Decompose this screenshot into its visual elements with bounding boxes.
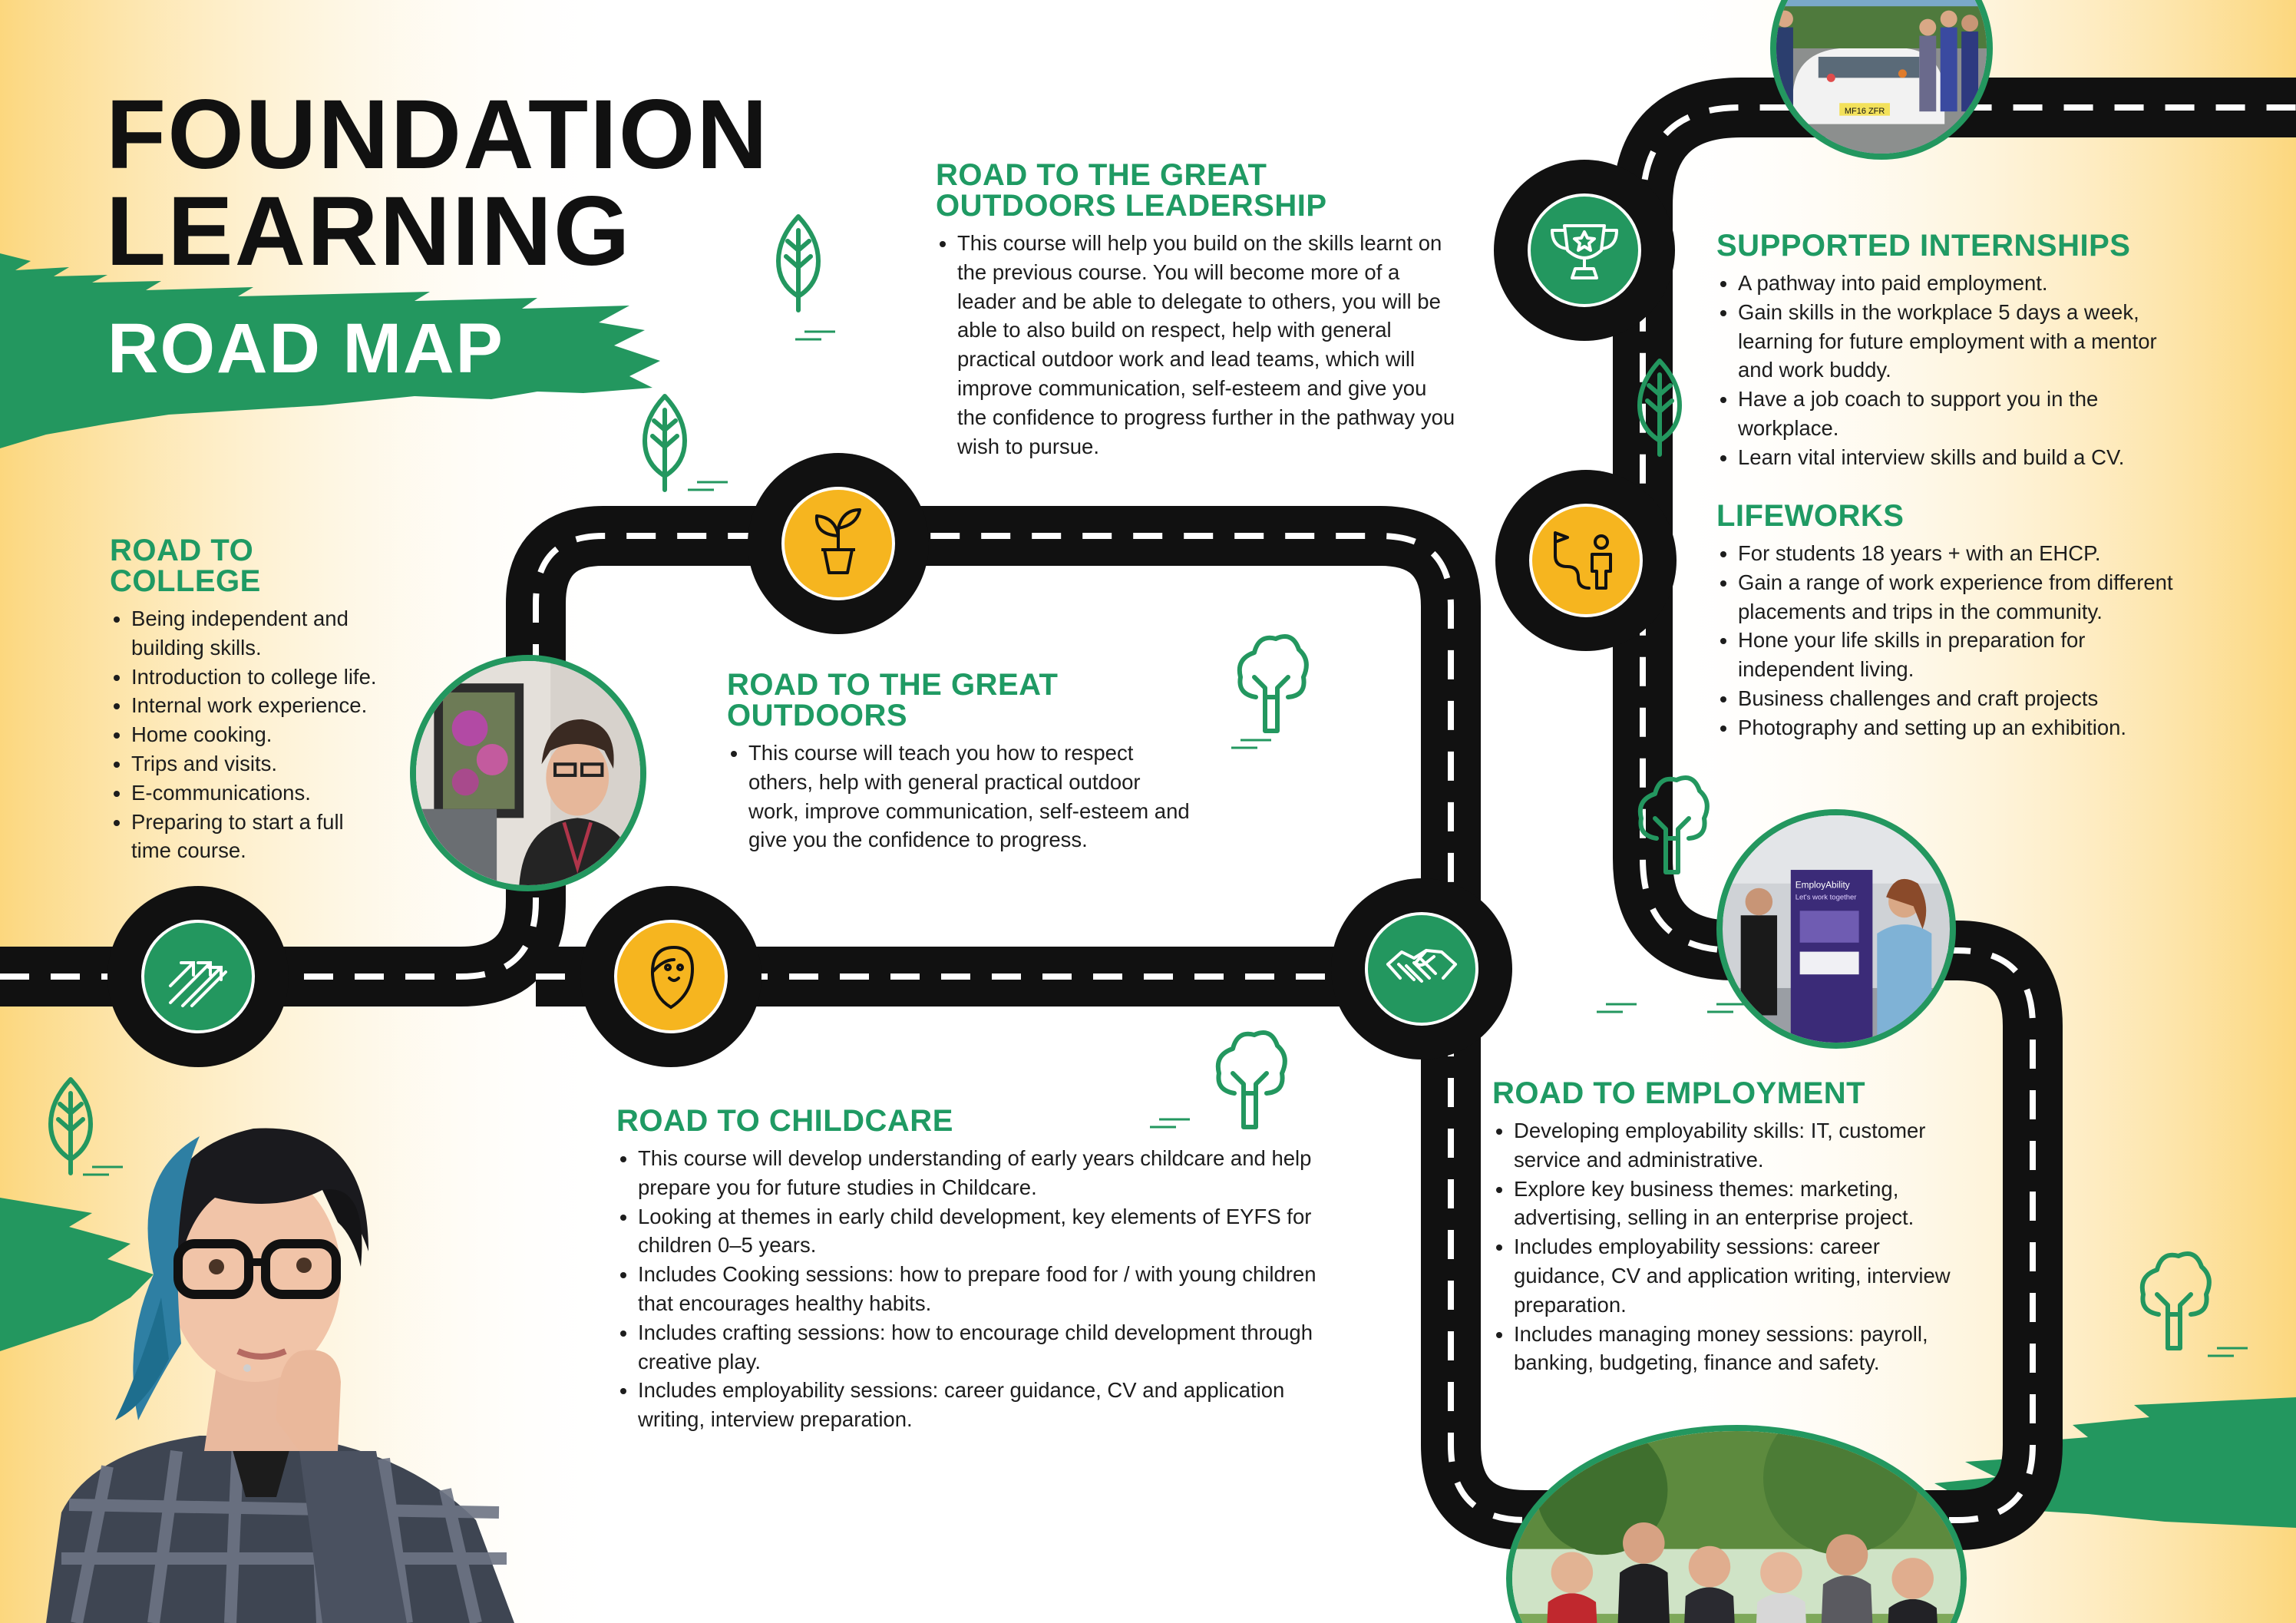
section-outdoors-list <box>727 739 1195 854</box>
tree-icon <box>1640 361 1680 455</box>
list-item: • This course will help you build on the skills learnt on the previous course. You will become more of a leader and be able to delegate to others, you will be able to also build on respect, help with general practical outdoor work and lead teams, which will improve communication, self-esteem and give you the confidence to progress further in the pathway you wish to pursue. <box>957 229 1458 461</box>
list-item: • Gain a range of work experience from different placements and trips in the community. <box>1738 568 2177 626</box>
list-item: • Explore key business themes: marketing, advertising, selling in an enterprise project. <box>1514 1175 1961 1233</box>
list-item: • Internal work experience. <box>131 691 386 720</box>
section-employment <box>1492 1078 1961 1377</box>
list-item: • This course will teach you how to respect others, help with general practical outdoor work, improve communication, self-esteem and give you the confidence to progress. <box>748 739 1195 854</box>
list-item: • Looking at themes in early child development, key elements of EYFS for children 0–5 years. <box>638 1202 1330 1261</box>
section-outdoors-title <box>727 669 1195 731</box>
section-outdoors-title-line2: OUTDOORS <box>727 699 908 732</box>
list-item: • Trips and visits. <box>131 749 386 778</box>
list-item: • For students 18 years + with an EHCP. <box>1738 539 2177 568</box>
dash-mark <box>795 332 835 339</box>
banner-title: EmployAbility <box>1795 879 1850 891</box>
page-title-line2: LEARNING <box>106 177 632 286</box>
section-childcare-title: ROAD TO CHILDCARE <box>616 1104 953 1138</box>
page-title-line1: FOUNDATION <box>106 80 769 190</box>
section-outdoors-leadership-title-line2: OUTDOORS LEADERSHIP <box>936 189 1327 223</box>
section-outdoors-leadership-title <box>936 160 1458 221</box>
list-item: • Developing employability skills: IT, customer service and administrative. <box>1514 1116 1961 1175</box>
section-college <box>110 535 386 865</box>
list-item: • Learn vital interview skills and build a CV. <box>1738 443 2177 472</box>
section-childcare <box>616 1106 1330 1434</box>
list-item: • Have a job coach to support you in the workplace. <box>1738 385 2177 443</box>
list-item: • Includes employability sessions: career guidance, CV and application writing, interview preparation. <box>1514 1232 1961 1319</box>
list-item: • This course will develop understanding of early years childcare and help prepare you for future studies in Childcare. <box>638 1144 1330 1202</box>
list-item: • Hone your life skills in preparation for independent living. <box>1738 626 2177 684</box>
list-item: • A pathway into paid employment. <box>1738 269 2177 298</box>
section-outdoors-title-line1: ROAD TO THE GREAT <box>727 668 1059 702</box>
section-lifeworks-list <box>1716 539 2177 742</box>
section-outdoors-leadership-list <box>936 229 1458 461</box>
section-lifeworks-title: LIFEWORKS <box>1716 499 1905 533</box>
photo-employment-banner <box>1716 809 1956 1049</box>
section-outdoors <box>727 669 1195 854</box>
dash-mark <box>1707 1004 1747 1012</box>
list-item: • Being independent and building skills. <box>131 604 386 663</box>
section-internships-list <box>1716 269 2177 472</box>
dash-mark <box>1231 740 1271 748</box>
page-subtitle: ROAD MAP <box>107 309 504 388</box>
list-item: • Includes employability sessions: career guidance, CV and application writing, interview preparation. <box>638 1376 1330 1434</box>
section-employment-list <box>1492 1116 1961 1377</box>
section-childcare-list <box>616 1144 1330 1434</box>
tree-icon <box>2142 1254 2209 1348</box>
dash-mark <box>2208 1348 2248 1356</box>
list-item: • Business challenges and craft projects <box>1738 684 2177 713</box>
tree-icon <box>1640 778 1707 872</box>
list-item: • Includes managing money sessions: payroll, banking, budgeting, finance and safety. <box>1514 1320 1961 1378</box>
list-item: • Preparing to start a full time course. <box>131 808 386 866</box>
section-lifeworks <box>1716 501 2177 742</box>
dash-mark <box>688 482 728 490</box>
number-plate: MF16 ZFR <box>1844 106 1885 116</box>
banner-subtitle: Let's work together <box>1795 893 1857 902</box>
thinking-student-illustration <box>46 1021 537 1623</box>
dash-mark <box>1597 1004 1637 1012</box>
section-internships-title: SUPPORTED INTERNSHIPS <box>1716 229 2131 263</box>
section-college-title: ROAD TO COLLEGE <box>110 534 261 598</box>
tree-icon <box>1240 636 1307 731</box>
list-item: • Includes crafting sessions: how to encourage child development through creative play. <box>638 1318 1330 1377</box>
tree-icon <box>645 396 685 490</box>
list-item: • Home cooking. <box>131 720 386 749</box>
section-outdoors-leadership-title-line1: ROAD TO THE GREAT <box>936 158 1267 192</box>
list-item: • Gain skills in the workplace 5 days a week, learning for future employment with a mentor and work buddy. <box>1738 298 2177 385</box>
section-outdoors-leadership <box>936 160 1458 461</box>
photo-college-student <box>410 655 646 891</box>
list-item: • Includes Cooking sessions: how to prepare food for / with young children that encourages healthy habits. <box>638 1260 1330 1318</box>
section-internships <box>1716 230 2177 472</box>
list-item: • E-communications. <box>131 778 386 808</box>
tree-icon <box>778 217 818 310</box>
section-employment-title: ROAD TO EMPLOYMENT <box>1492 1076 1866 1110</box>
list-item: • Photography and setting up an exhibition. <box>1738 713 2177 742</box>
section-college-list <box>110 604 386 865</box>
list-item: • Introduction to college life. <box>131 663 386 692</box>
